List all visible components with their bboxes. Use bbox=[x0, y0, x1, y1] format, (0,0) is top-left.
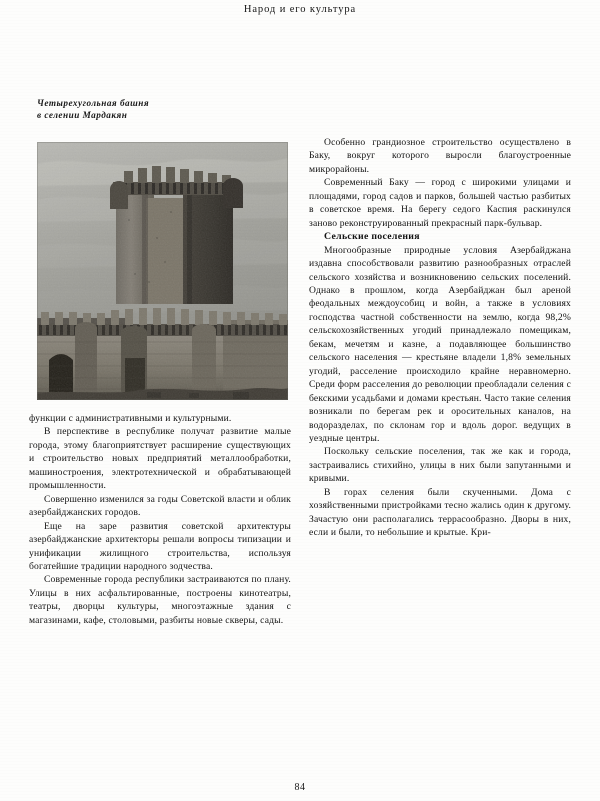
page-number: 84 bbox=[294, 782, 306, 793]
paragraph: В горах селения были скученными. Дома с хозяйственными пристройками тесно жались один к другому. Зачастую они располагались террасообразно. Дворы в них, если и были, то небольшие и крытые. Кри- bbox=[309, 486, 571, 539]
paragraph: Современный Баку — город с широкими улицами и площадями, город садов и парков, большей частью разбитых в советское время. На берегу седого Каспия раскинулся заново реконструированный прекрасный парк-бульвар. bbox=[309, 177, 571, 229]
section-heading: Сельские поселения bbox=[324, 231, 420, 243]
figure-caption bbox=[37, 97, 247, 122]
paragraph: Еще на заре развития советской архитектуры азербайджанские архитекторы решали вопросы типизации и унификации жилищного строительства, используя богатейшие традиции народного зодчества. bbox=[29, 520, 291, 572]
left-column bbox=[29, 412, 291, 627]
paragraph: В перспективе в республике получат развитие малые города, этому благоприятствует расширение существующих и строительство новых предприятий металлообработки, машиностроения, электротехнической и обрабатывающей промышленности. bbox=[29, 426, 291, 492]
paragraph: Многообразные природные условия Азербайджана издавна способствовали развитию разнообразных отраслей сельского хозяйства и возникновению сельских поселений. Однако в прошлом, когда Азербайджан был ареной феодальных междоусобиц и войн, а также в условиях господства частной собственности на землю, когда 98,2% сельскохозяйственных угодий принадлежало помещикам, бекам, мечетям и казне, а подавляющее большинство сельского населения — крестьяне владели 1,8% земельных угодий, расселение происходило крайне неравномерно. Среди форм расселения до революции преобладали селения с бекскими усадьбами и домами крестьян. Часто такие селения возникали по берегам рек и оросительных каналов, на водоразделах, по склонам гор и вдоль дорог. ведущих в уездные центры. bbox=[309, 244, 571, 444]
running-head: Народ и его культура bbox=[243, 4, 357, 15]
right-column bbox=[309, 136, 571, 540]
figure-caption-line-1: Четырехугольная башня bbox=[37, 98, 150, 108]
paragraph: Современные города республики застраиваются по плану. Улицы в них асфальтированные, построены кинотеатры, театры, дворцы культуры, многоэтажные здания с магазинами, кафе, столовыми, разбиты новые скверы, сады. bbox=[29, 574, 291, 626]
paragraph: Совершенно изменился за годы Советской власти и облик азербайджанских городов. bbox=[29, 493, 291, 519]
paragraph: Особенно грандиозное строительство осуществлено в Баку, вокруг которого выросли благоустроенные микрорайоны. bbox=[309, 137, 571, 175]
figure-caption-line-2: в селении Мардакян bbox=[37, 110, 128, 121]
photo-mardakan-tower bbox=[37, 142, 288, 400]
paragraph: функции с административными и культурными. bbox=[29, 413, 232, 424]
paragraph: Поскольку сельские поселения, так же как и города, застраивались стихийно, улицы в них были запутанными и кривыми. bbox=[309, 446, 571, 485]
